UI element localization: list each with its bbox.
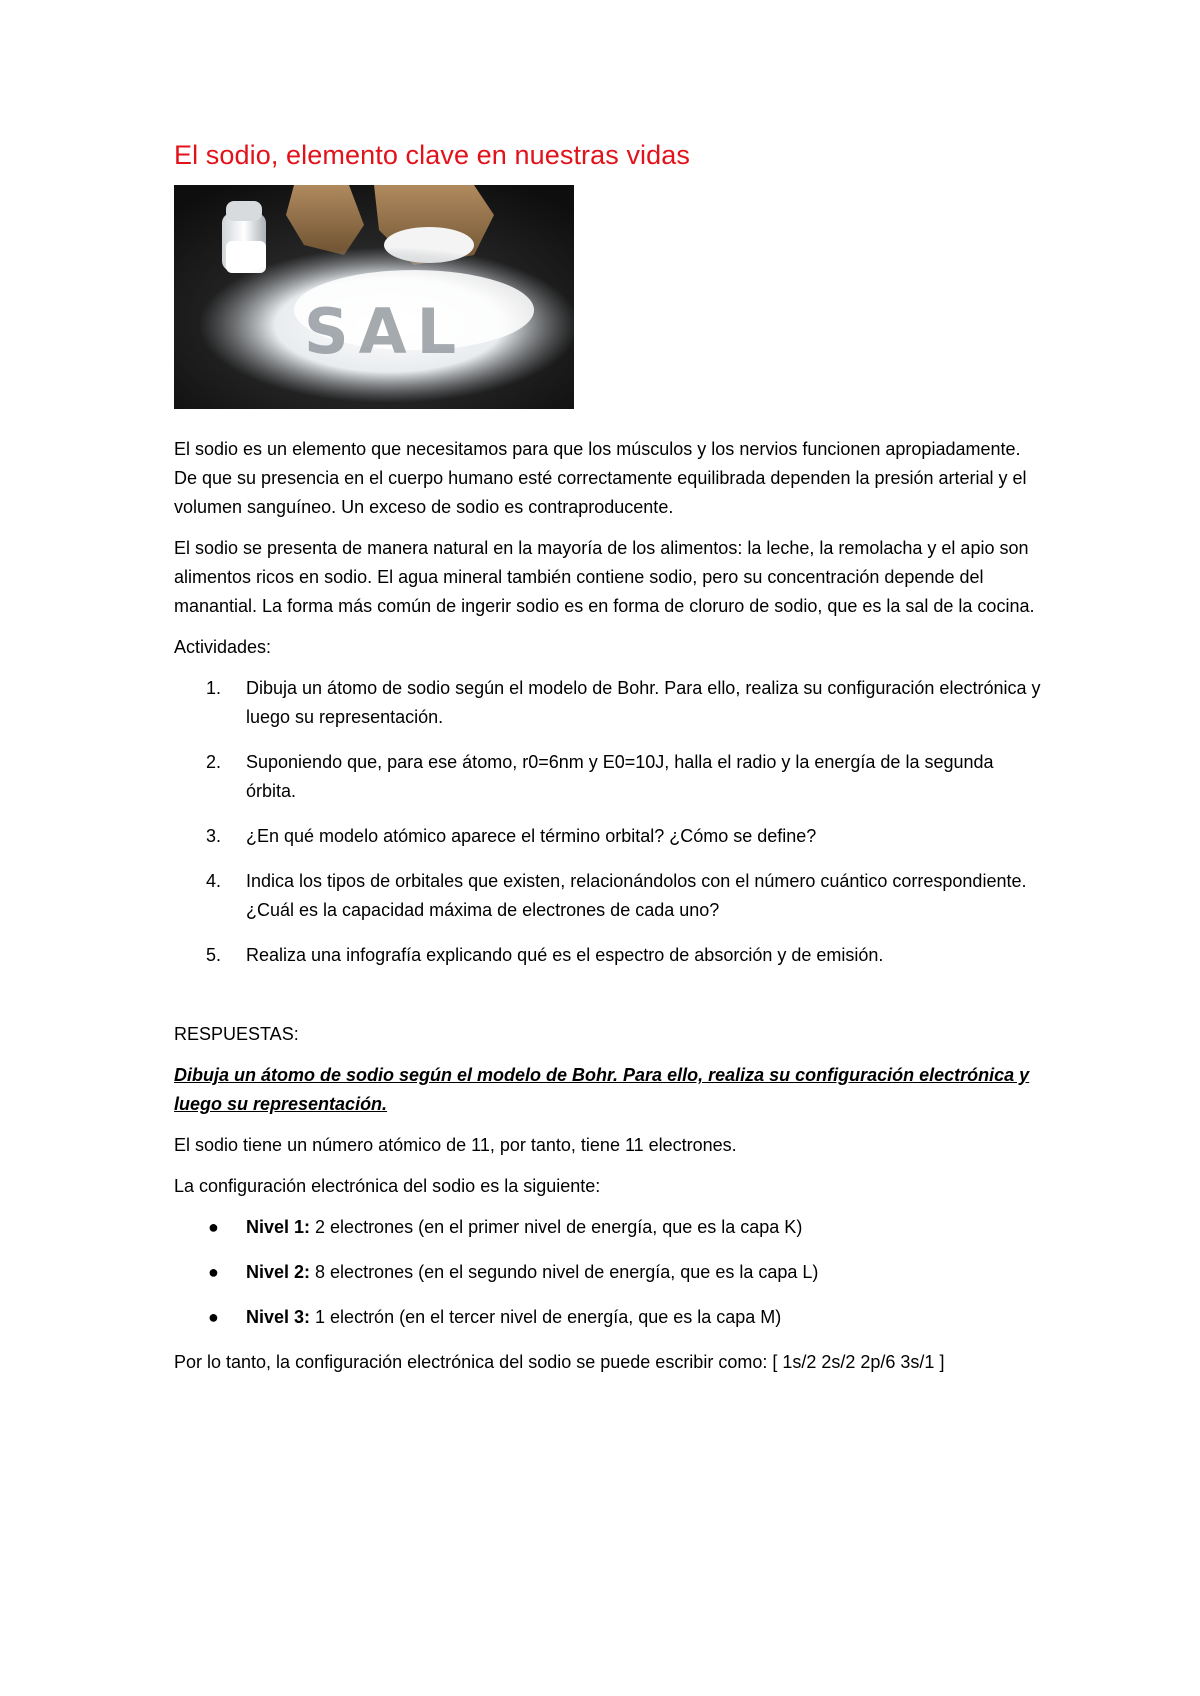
answer-1-paragraph-1: El sodio tiene un número atómico de 11, por tanto, tiene 11 electrones. (174, 1135, 737, 1155)
activities-list (174, 674, 1044, 970)
intro-paragraph-2: El sodio se presenta de manera natural en la mayoría de los alimentos: la leche, la remolacha y el apio son alimentos ricos en sodio. El agua mineral también contiene sodio, pero su concentración depende del manantial. La forma más común de ingerir sodio es en forma de cloruro de sodio, que es la sal de la cocina. (174, 538, 1035, 616)
list-item: ● Nivel 2: 8 electrones (en el segundo nivel de energía, que es la capa L) (174, 1258, 1044, 1287)
list-item: 1. Dibuja un átomo de sodio según el modelo de Bohr. Para ello, realiza su configuración electrónica y luego su representación. (206, 678, 1041, 727)
salt-photo (174, 185, 574, 409)
bullet-icon: ● (208, 1262, 219, 1282)
answer-1-heading: Dibuja un átomo de sodio según el modelo de Bohr. Para ello, realiza su configuración electrónica y luego su representación. (174, 1065, 1030, 1114)
bullet-icon: ● (208, 1217, 219, 1237)
intro-paragraph-1: El sodio es un elemento que necesitamos para que los músculos y los nervios funcionen apropiadamente. De que su presencia en el cuerpo humano esté correctamente equilibrada dependen la presión arterial y el volumen sanguíneo. Un exceso de sodio es contraproducente. (174, 439, 1027, 517)
list-item: ● Nivel 3: 1 electrón (en el tercer nivel de energía, que es la capa M) (174, 1303, 1044, 1332)
list-item: 3. ¿En qué modelo atómico aparece el término orbital? ¿Cómo se define? (206, 826, 817, 846)
activities-label: Actividades: (174, 637, 272, 657)
list-item: 5. Realiza una infografía explicando qué es el espectro de absorción y de emisión. (206, 945, 884, 965)
answers-label: RESPUESTAS: (174, 1024, 299, 1044)
document-page (174, 140, 1044, 1389)
answer-1-final: Por lo tanto, la configuración electrónica del sodio se puede escribir como: [ 1s/2 2s/2 2p/6 3s/1 ] (174, 1352, 945, 1372)
salt-lettering: SAL (304, 295, 467, 368)
document-title: El sodio, elemento clave en nuestras vidas (174, 140, 690, 170)
levels-list (174, 1213, 1044, 1332)
list-item: 2. Suponiendo que, para ese átomo, r0=6nm y E0=10J, halla el radio y la energía de la segunda órbita. (206, 752, 994, 801)
answer-1-paragraph-2: La configuración electrónica del sodio es la siguiente: (174, 1176, 601, 1196)
list-item: 4. Indica los tipos de orbitales que existen, relacionándolos con el número cuántico correspondiente. ¿Cuál es la capacidad máxima de electrones de cada uno? (206, 871, 1027, 920)
bullet-icon: ● (208, 1307, 219, 1327)
list-item: ● Nivel 1: 2 electrones (en el primer nivel de energía, que es la capa K) (174, 1213, 1044, 1242)
